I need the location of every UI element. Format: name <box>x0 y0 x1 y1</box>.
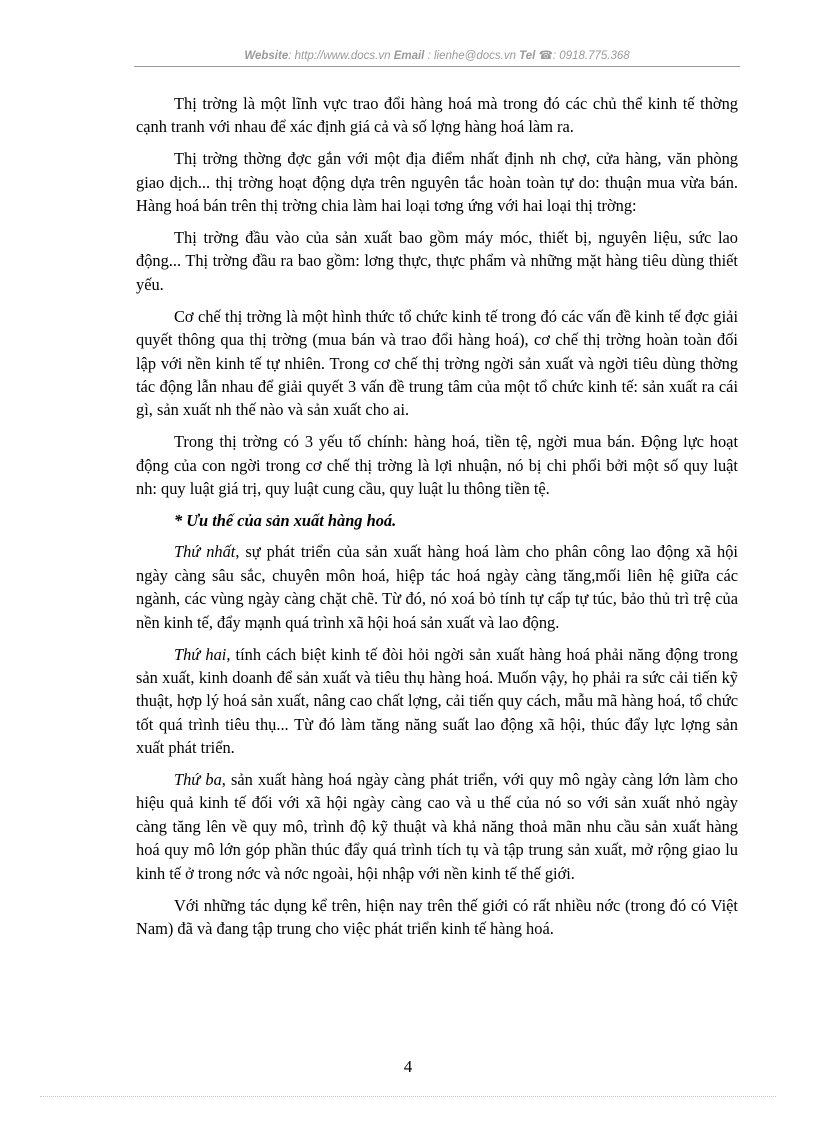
tel-label: Tel <box>519 50 536 62</box>
paragraph-market-types: Thị trờng đầu vào của sản xuất bao gồm máy móc, thiết bị, nguyên liệu, sức lao động... Thị trờng đầu ra bao gồm: lơng thực, thực phẩm và những mặt hàng tiêu dùng thiết yếu. <box>136 228 738 294</box>
page-number: 4 <box>403 1057 413 1076</box>
paragraph-market-definition: Thị trờng là một lĩnh vực trao đổi hàng hoá mà trong đó các chủ thể kinh tế thờng cạnh tranh với nhau để xác định giá cả và số lợng hàng hoá làm ra. <box>136 94 738 137</box>
point-second-text: , tính cách biệt kinh tế đòi hỏi ngời sản xuất hàng hoá phải năng động trong sản xuất, kinh doanh để sản xuất và tiêu thụ hàng hoá. Muốn vậy, họ phải ra sức cải tiến kỹ thuật, hợp lý hoá sản xuất, nâng cao chất lợng, cải tiến quy cách, mẫu mã hàng hoá, tổ chức tốt quá trình tiêu thụ... Từ đó làm tăng năng suất lao động xã hội, thúc đẩy lực lợng sản xuất phát triển. <box>136 644 739 758</box>
point-third-lead: Thứ ba <box>174 770 222 790</box>
paragraph-closing: Với những tác dụng kể trên, hiện nay trên thế giới có rất nhiều nớc (trong đó có Việt Nam) đã và đang tập trung cho việc phát triển kinh tế hàng hoá. <box>136 895 738 938</box>
point-first <box>136 540 738 634</box>
point-third <box>136 768 738 885</box>
document-body <box>136 92 738 949</box>
footer-divider <box>40 1096 776 1097</box>
page-header <box>134 48 740 62</box>
point-second-lead: Thứ hai <box>174 644 227 664</box>
email-label: Email <box>393 50 425 62</box>
email-value: : lienhe@docs.vn <box>424 50 516 62</box>
paragraph-market-location: Thị trờng thờng đợc gắn với một địa điểm nhất định nh chợ, cửa hàng, văn phòng giao dịch... thị trờng hoạt động dựa trên nguyên tắc hoàn toàn tự do: thuận mua vừa bán. Hàng hoá bán trên thị trờng chia làm hai loại tơng ứng với hai loại thị trờng: <box>136 149 738 216</box>
point-first-text: , sự phát triển của sản xuất hàng hoá làm cho phân công lao động xã hội ngày càng sâu sắc, chuyên môn hoá, hiệp tác hoá ngày càng tăng,mối liên hệ giữa các ngành, các vùng ngày càng chặt chẽ. Từ đó, nó xoá bỏ tính tự cấp tự túc, bảo thủ trì trệ của nền kinh tế, đẩy mạnh quá trình xã hội hoá sản xuất và lao động. <box>136 542 738 632</box>
website-value: : http://www.docs.vn <box>288 50 391 62</box>
website-label: Website <box>244 50 289 62</box>
point-first-lead: Thứ nhất <box>174 542 236 562</box>
tel-value: : 0918.775.368 <box>552 50 630 62</box>
paragraph-market-mechanism: Cơ chế thị trờng là một hình thức tổ chức kinh tế trong đó các vấn đề kinh tế đợc giải quyết thông qua thị trờng (mua bán và trao đổi hàng hoá), cơ chế thị trờng hoàn toàn đối lập với nền kinh tế tự nhiên. Trong cơ chế thị trờng ngời sản xuất và ngời tiêu dùng thờng tác động lẫn nhau để giải quyết 3 vấn đề trung tâm của một tổ chức kinh tế: sản xuất ra cái gì, sản xuất nh thế nào và sản xuất cho ai. <box>136 306 738 420</box>
point-second <box>136 643 738 760</box>
section-heading: * Ưu thế của sản xuất hàng hoá. <box>174 511 397 530</box>
paragraph-market-factors: Trong thị trờng có 3 yếu tố chính: hàng hoá, tiền tệ, ngời mua bán. Động lực hoạt động của con ngời trong cơ chế thị trờng là lợi nhuận, nó bị chi phối bởi một số quy luật nh: quy luật giá trị, quy luật cung cầu, quy luật lu thông tiền tệ. <box>136 432 738 499</box>
point-third-text: , sản xuất hàng hoá ngày càng phát triển, với quy mô ngày càng lớn làm cho hiệu quả kinh tế đối với xã hội ngày càng cao và u thế của nó so với sản xuất nhỏ ngày càng tăng lên về quy mô, trình độ kỹ thuật và khả năng thoả mãn nhu cầu sản xuất hàng hoá quy mô lớn góp phần thúc đẩy quá trình tích tụ và tập trung sản xuất, mở rộng giao lu kinh tế ở trong nớc và nớc ngoài, hội nhập với nền kinh tế thế giới. <box>136 770 738 883</box>
phone-icon: ☎ <box>538 50 553 62</box>
header-divider <box>134 66 740 67</box>
